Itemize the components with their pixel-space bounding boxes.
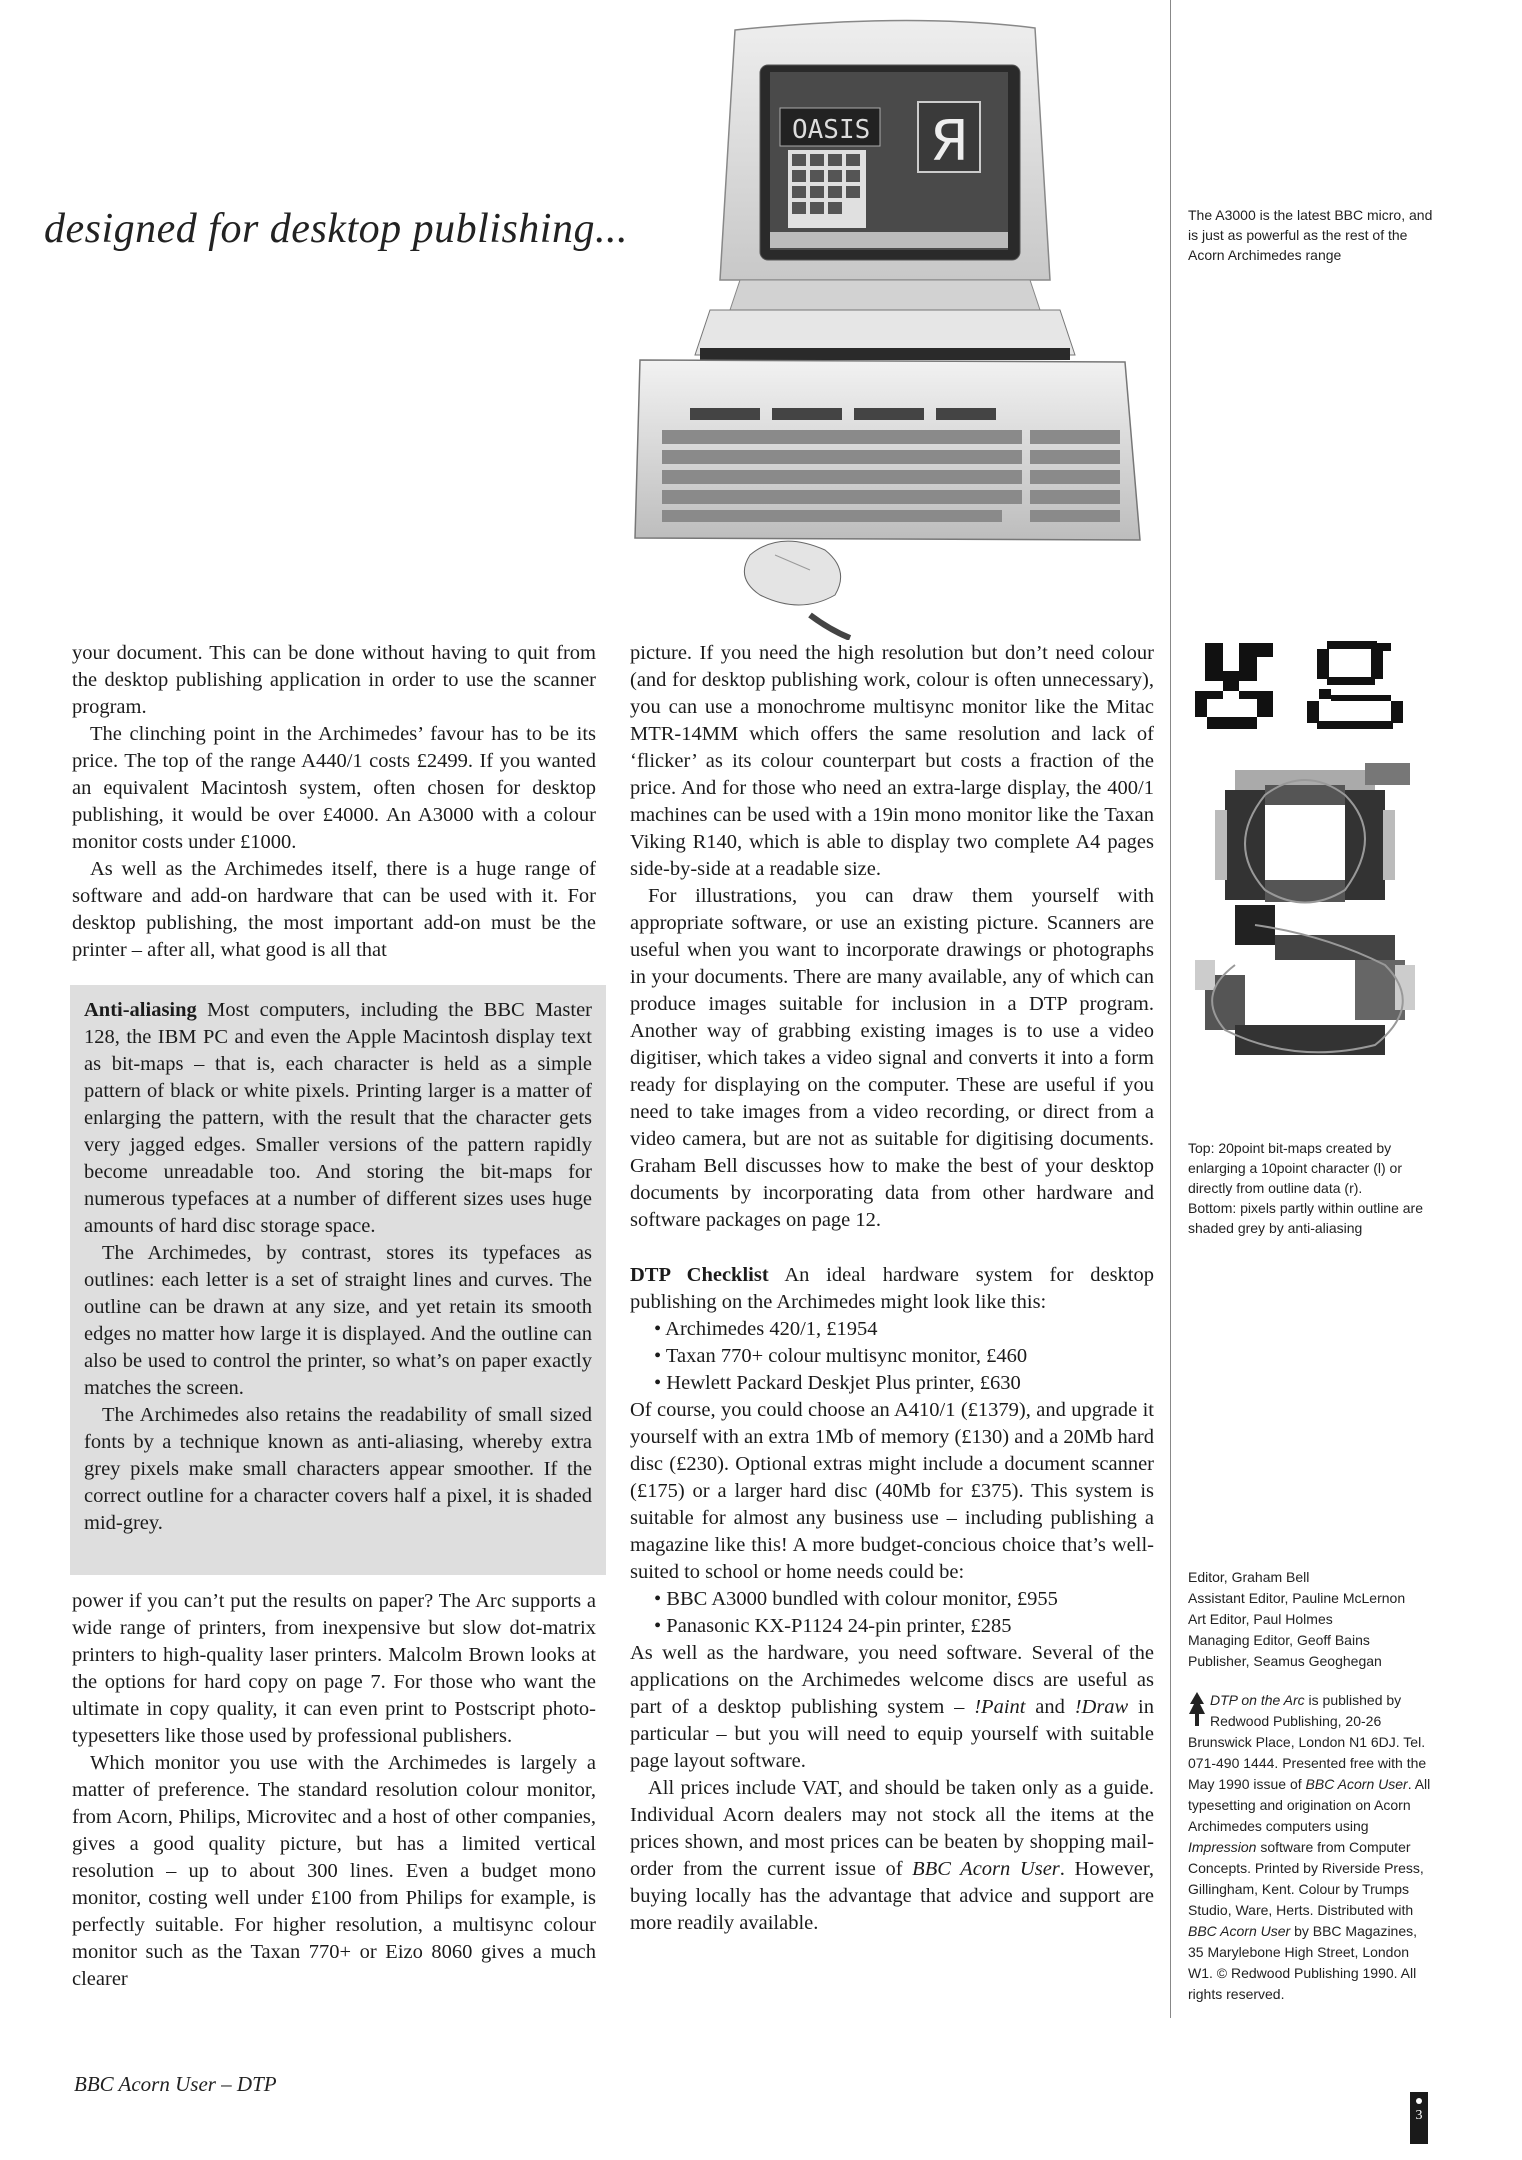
imprint-text-b: . All typesetting and origination on Acorn Archimedes computers using [1188, 1776, 1431, 1834]
svg-text:Я: Я [930, 109, 969, 174]
box-heading: Anti-aliasing [84, 999, 197, 1021]
left-paragraph-1: your document. This can be done without having to quit from the desktop publishing application in order to use the scanner program. [72, 642, 596, 718]
left-column-top [72, 640, 596, 964]
bitmap-g-enlarged-icon [1195, 643, 1273, 729]
box-paragraph-3: The Archimedes also retains the readability of small sized fonts by a technique known as anti-aliasing, whereby extra grey pixels make small characters appear smoother. If the correct outline for a character covers half a pixel, it is shaded mid-grey. [84, 1404, 592, 1534]
middle-paragraph-5 [630, 1775, 1154, 1937]
p4-text-a: As well as the hardware, you need software. Several of the applications on the Archimedes welcome discs are useful as part of a desktop publishing system – [630, 1642, 1154, 1718]
paint-app-name: !Paint [974, 1696, 1026, 1718]
p5-text-a: All prices include VAT, and should be taken only as a guide. Individual Acorn dealers may not stock all the items at the prices shown, and most prices can be beaten by shopping mail-order from the current issue of [630, 1777, 1154, 1880]
p4-text-b: and [1025, 1696, 1075, 1718]
bitmap-caption-bottom: Bottom: pixels partly within outline are shaded grey by anti-aliasing [1188, 1200, 1423, 1236]
bitmap-g-illustration [1195, 635, 1425, 1145]
middle-paragraph-3: Of course, you could choose an A410/1 (£1379), and upgrade it yourself with an extra 1Mb of memory (£130) and a 20Mb hard disc (£230). Optional extras might include a document scanner (£175) or a larger hard disc (40Mb for £375). This system is suitable for almost any business use – including publishing a magazine like this! A more budget-concious choice that’s well-suited to school or home needs could be: [630, 1399, 1154, 1583]
page-number-tab [1410, 2092, 1428, 2144]
left-paragraph-4: power if you can’t put the results on paper? The Arc supports a wide range of printers, from inexpensive but slow dot-matrix printers to high-quality laser printers. Malcolm Brown looks at the options for hard copy on page 7. For those who want the ultimate in copy quality, it can even print to Postscript photo-typesetters like those used by professional publishers. [72, 1590, 596, 1747]
staff-credits [1188, 1567, 1438, 1672]
imprint-magazine: BBC Acorn User [1305, 1776, 1408, 1792]
staff-line: Editor, Graham Bell [1188, 1569, 1310, 1585]
screen-title-text: OASIS [792, 115, 871, 145]
middle-paragraph-1: picture. If you need the high resolution but don’t need colour (and for desktop publishing work, colour is often unnecessary), you can use a monochrome multisync monitor like the Mitac MTR-14MM which offers the same resolution and lack of ‘flicker’ as its colour counterpart but costs a fraction of the price. And for those who need an extra-large display, the 400/1 machines can be used with a 19in mono monitor like the Taxan Viking R140, which is able to display two complete A4 pages side-by-side at a readable size. [630, 642, 1154, 880]
imprint-text [1188, 1692, 1430, 2002]
imprint-magazine-2: BBC Acorn User [1188, 1923, 1291, 1939]
staff-line: Assistant Editor, Pauline McLernon [1188, 1590, 1406, 1606]
imprint [1188, 1690, 1433, 2005]
page-footer: BBC Acorn User – DTP [74, 2072, 277, 2096]
page-headline: designed for desktop publishing... [44, 206, 628, 252]
left-column-bottom [72, 1588, 596, 1993]
checklist-heading: DTP Checklist [630, 1264, 769, 1286]
bitmap-g-antialiased-icon [1195, 763, 1415, 1055]
column-rule [1170, 0, 1171, 2018]
bitmap-caption [1188, 1138, 1433, 1238]
middle-paragraph-4 [630, 1640, 1154, 1775]
tree-logo-icon [1188, 1692, 1206, 1726]
imprint-title: DTP on the Arc [1210, 1692, 1305, 1708]
box-paragraph-1-text: Most computers, including the BBC Master 128, the IBM PC and even the Apple Macintosh display text as bit-maps – that is, each character is held as a simple pattern of black or white pixels. Printing larger is a matter of enlarging the pattern, with the result that the character gets very jagged edges. Smaller versions of the pattern rapidly become unreadable too. And storing the bit-maps for numerous typefaces at a number of different sizes uses huge amounts of hard disc storage space. [84, 999, 592, 1237]
checklist-intro [630, 1262, 1154, 1316]
middle-column [630, 640, 1154, 1937]
acorn-a3000-photo [620, 10, 1180, 640]
staff-line: Managing Editor, Geoff Bains [1188, 1632, 1370, 1648]
draw-app-name: !Draw [1074, 1696, 1129, 1718]
imprint-text-a: is published by Redwood Publishing, 20-26 Brunswick Place, London N1 6DJ. Tel. 071-490 1444. Presented free with the May 1990 issue of [1188, 1692, 1427, 1792]
left-paragraph-3: As well as the Archimedes itself, there is a huge range of software and add-on hardware that can be used with it. For desktop publishing, the most important add-on must be the printer – after all, what good is all that [72, 858, 596, 961]
magazine-name: BBC Acorn User [912, 1858, 1060, 1880]
budget-item: • Panasonic KX-P1124 24-pin printer, £285 [654, 1615, 1012, 1637]
page-number: 3 [1415, 2108, 1423, 2123]
budget-item: • BBC A3000 bundled with colour monitor, £955 [654, 1588, 1058, 1610]
checklist-item: • Archimedes 420/1, £1954 [654, 1318, 878, 1340]
anti-aliasing-box [70, 985, 606, 1575]
left-paragraph-2: The clinching point in the Archimedes’ favour has to be its price. The top of the range A440/1 costs £2499. If you wanted an equivalent Macintosh system, often chosen for desktop publishing, it would be over £4000. An A3000 with a colour monitor costs under £1000. [72, 723, 596, 853]
page-tab-dot-icon [1416, 2098, 1422, 2104]
checklist-intro-text: An ideal hardware system for desktop publishing on the Archimedes might look like this: [630, 1264, 1154, 1313]
imprint-text-d: by BBC Magazines, 35 Marylebone High Street, London W1. © Redwood Publishing 1990. All rights reserved. [1188, 1923, 1418, 2002]
bitmap-caption-top: Top: 20point bit-maps created by enlarging a 10point character (l) or directly from outline data (r). [1188, 1140, 1403, 1196]
bitmap-g-outline-icon [1307, 641, 1403, 729]
checklist-item: • Taxan 770+ colour multisync monitor, £460 [654, 1345, 1028, 1367]
staff-line: Publisher, Seamus Geoghegan [1188, 1653, 1382, 1669]
staff-line: Art Editor, Paul Holmes [1188, 1611, 1333, 1627]
p4-text-c: in particular – but you will need to equip yourself with suitable page layout software. [630, 1696, 1154, 1772]
photo-caption: The A3000 is the latest BBC micro, and is just as powerful as the rest of the Acorn Archimedes range [1188, 207, 1433, 263]
box-paragraph-1 [84, 997, 592, 1240]
box-paragraph-2: The Archimedes, by contrast, stores its typefaces as outlines: each letter is a set of straight lines and curves. The outline can be drawn at any size, and yet retain its smooth edges no matter how large it is displayed. And the outline can also be used to control the printer, so what’s on paper exactly matches the screen. [84, 1242, 592, 1399]
imprint-text-c: software from Computer Concepts. Printed by Riverside Press, Gillingham, Kent. Colour by Trumps Studio, Ware, Herts. Distributed with [1188, 1839, 1424, 1918]
imprint-app: Impression [1188, 1839, 1257, 1855]
checklist-item: • Hewlett Packard Deskjet Plus printer, £630 [654, 1372, 1021, 1394]
middle-paragraph-2: For illustrations, you can draw them yourself with appropriate software, or use an existing picture. Scanners are useful when you want to incorporate drawings or photographs in your documents. There are many available, any of which can produce images suitable for inclusion in a DTP program. Another way of grabbing existing images is to use a video digitiser, which takes a video signal and converts it into a form ready for displaying on the computer. These are useful if you need to take images from a video recording, or direct from a video camera, but are not as suitable for digitising documents. Graham Bell discusses how to make the best of your desktop documents by incorporating data from other hardware and software packages on page 12. [630, 885, 1154, 1231]
p5-text-b: . However, buying locally has the advantage that advice and support are more readily available. [630, 1858, 1154, 1934]
left-paragraph-5: Which monitor you use with the Archimedes is largely a matter of preference. The standard resolution colour monitor, from Acorn, Philips, Microvitec and a host of other companies, gives a good quality picture, but has a limited vertical resolution – up to about 300 lines. Even a budget mono monitor, costing well under £100 from Philips for example, is perfectly suitable. For higher resolution, a multisync colour monitor such as the Taxan 770+ or Eizo 8060 gives a much clearer [72, 1752, 596, 1990]
